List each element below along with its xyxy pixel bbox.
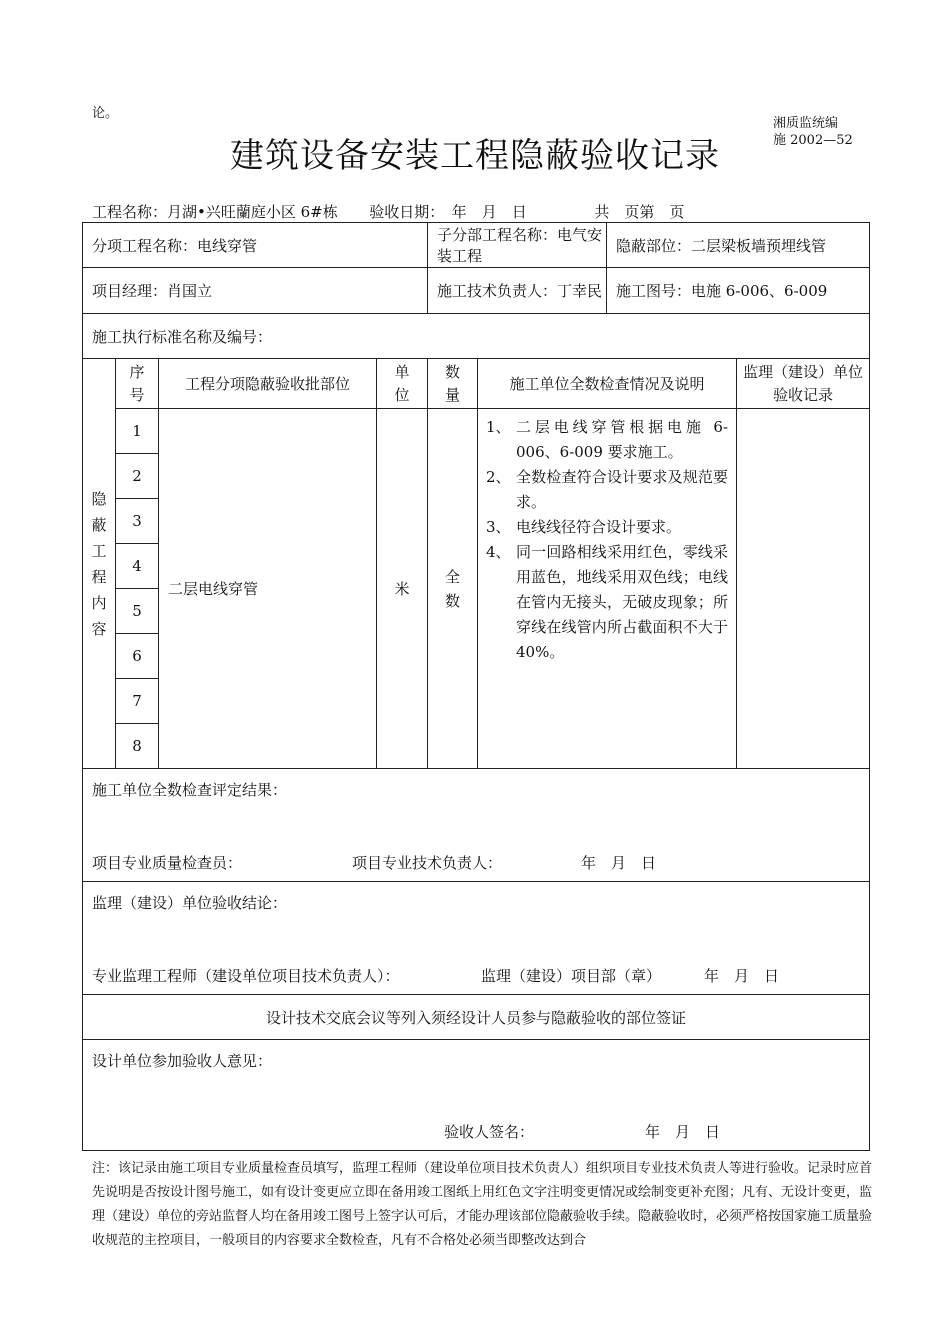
construction-eval-date: 年 月 日 [581,854,657,872]
supervision-conclusion-label: 监理（建设）单位验收结论： [92,894,288,912]
inspection-description [478,409,737,769]
document-code-line1: 湘质监统编 [773,116,839,131]
supervision-conclusion-section [83,882,870,995]
header-seq: 序号 [116,359,159,409]
tech-lead: 施工技术负责人：丁幸民 [428,268,607,314]
inspection-item: 3、 电线线径符合设计要求。 [486,518,682,536]
page-title: 建筑设备安装工程隐蔽验收记录 [230,136,720,176]
signature-label: 验收人签名： [444,1123,535,1141]
sub-division-name: 子分部工程名称：电气安装工程 [428,223,607,268]
accept-date: 验收日期： 年 月 日 [369,203,527,221]
item-qty: 全数 [428,409,478,769]
side-label: 隐蔽工程内容 [83,359,116,769]
sub-item-name: 分项工程名称：电线穿管 [83,223,428,268]
professional-tech-lead: 项目专业技术负责人： [352,854,503,872]
supervising-engineer: 专业监理工程师（建设单位项目技术负责人）： [92,967,400,985]
standard-label: 施工执行标准名称及编号： [83,314,870,359]
header-supervision: 监理（建设）单位验收记录 [737,359,870,409]
design-note: 设计技术交底会议等列入须经设计人员参与隐蔽验收的部位签证 [83,995,870,1040]
construction-eval-section [83,769,870,882]
supervision-date: 年 月 日 [704,967,780,985]
seq-cell: 7 [116,679,159,724]
quality-inspector: 项目专业质量检查员： [92,854,243,872]
header-part: 工程分项隐蔽验收批部位 [159,359,377,409]
inspection-item: 4、 同一回路相线采用红色，零线采用蓝色，地线采用双色线；电线在管内无接头，无破皮现象；所穿线在线管内所占截面积不大于 40%。 [486,543,729,661]
seq-cell: 4 [116,544,159,589]
hidden-part: 隐蔽部位：二层梁板墙预埋线管 [607,223,870,268]
footnote: 注：该记录由施工项目专业质量检查员填写，监理工程师（建设单位项目技术负责人）组织项目专业技术负责人等进行验收。记录时应首先说明是否按设计图号施工，如有设计变更应立即在备用竣工图纸上用红色文字注明变更情况或绘制变更补充图；凡有、无设计变更，监理（建设）单位的旁站监督人均在备用竣工图号上签字认可后，才能办理该部位隐蔽验收手续。隐蔽验收时，必须严格按国家施工质量验收规范的主控项目，一般项目的内容要求全数检查，凡有不合格处必须当即整改达到合 [92,1161,873,1248]
seq-cell: 2 [116,454,159,499]
seq-cell: 6 [116,634,159,679]
header-inspection: 施工单位全数检查情况及说明 [478,359,737,409]
record-table [82,222,870,1151]
drawing-number: 施工图号：电施 6-006、6-009 [607,268,870,314]
project-name: 工程名称：月湖•兴旺蘭庭小区 6#栋 [92,203,338,221]
seq-cell: 8 [116,724,159,769]
seq-cell: 1 [116,409,159,454]
inspection-item: 2、 全数检查符合设计要求及规范要求。 [486,468,729,511]
construction-eval-label: 施工单位全数检查评定结果： [92,781,288,799]
inspection-item: 1、 二层电线穿管根据电施 6-006、6-009 要求施工。 [486,418,729,461]
info-line [92,201,684,222]
design-opinion-label: 设计单位参加验收人意见： [92,1052,273,1070]
seq-cell: 5 [116,589,159,634]
seq-cell: 3 [116,499,159,544]
supervision-dept: 监理（建设）项目部（章） [481,967,662,985]
design-opinion-section [83,1040,870,1151]
top-note: 论。 [92,106,119,121]
design-opinion-date: 年 月 日 [645,1123,721,1141]
page-count: 共 页第 页 [594,203,685,221]
project-manager: 项目经理：肖国立 [83,268,428,314]
header-qty: 数量 [428,359,478,409]
item-part: 二层电线穿管 [159,409,377,769]
document-code-line2: 施 2002—52 [773,133,853,148]
supervision-record [737,409,870,769]
item-unit: 米 [377,409,428,769]
header-unit: 单位 [377,359,428,409]
